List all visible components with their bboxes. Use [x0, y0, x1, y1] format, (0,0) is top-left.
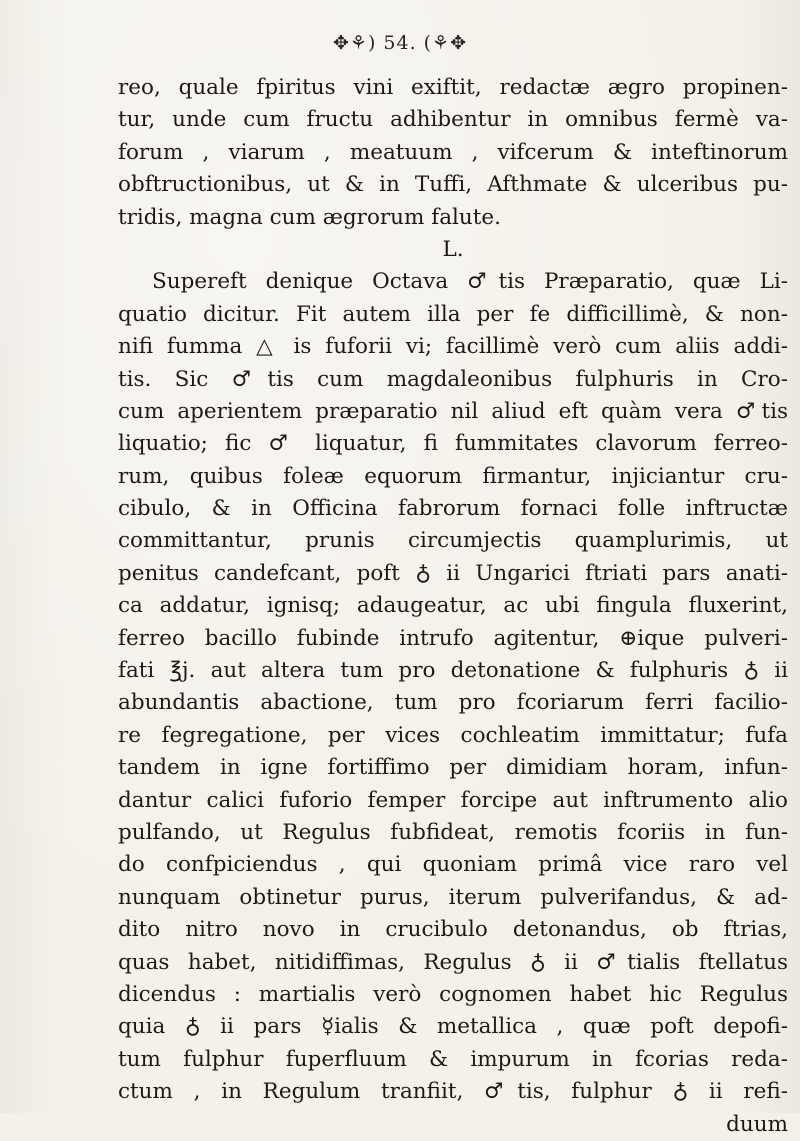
- text-line: abundantis abactione, tum pro fcoriarum ferri facilio-: [118, 690, 788, 716]
- text-line: cibulo, & in Officina fabrorum fornaci folle inftructæ: [118, 496, 788, 522]
- text-line: dicendus : martialis verò cognomen habet hic Regulus: [118, 981, 788, 1007]
- text-line: nunquam obtinetur purus, iterum pulverifandus, & ad-: [118, 884, 788, 910]
- text-line: committantur, prunis circumjectis quamplurimis, ut: [118, 528, 788, 554]
- text-line: ctum , in Regulum tranfiit, ♂tis, fulphur ♁ ii refi-: [118, 1079, 788, 1105]
- text-line: tridis, magna cum ægrorum falute.: [118, 204, 501, 230]
- text-line: tum fulphur fuperfluum & impurum in fcorias reda-: [118, 1046, 788, 1072]
- text-line: re fegregatione, per vices cochleatim immittatur; fufa: [118, 722, 788, 748]
- text-line: tur, unde cum fructu adhibentur in omnibus fermè va-: [118, 107, 788, 133]
- text-line: reo, quale fpiritus vini exiftit, redactæ ægro propinen-: [118, 75, 788, 100]
- section-letter: L.: [442, 236, 464, 262]
- text-line: do confpiciendus , qui quoniam primâ vice raro vel: [118, 852, 788, 878]
- text-line: ca addatur, ignisq; adaugeatur, ac ubi fingula fluxerint,: [118, 593, 788, 619]
- text-line: liquatio; fic ♂ liquatur, fi fummitates clavorum ferreo-: [118, 431, 788, 457]
- body-text: [118, 72, 788, 1141]
- text-line: tandem in igne fortiffimo per dimidiam horam, infun-: [118, 755, 788, 781]
- text-line: ferreo bacillo fubinde intrufo agitentur, ⊕ique pulveri-: [118, 625, 788, 651]
- text-line: cum aperientem præparatio nil aliud eft quàm vera ♂tis: [118, 398, 788, 424]
- text-line: pulfando, ut Regulus fubfideat, remotis fcoriis in fun-: [118, 819, 788, 845]
- text-line: quatio dicitur. Fit autem illa per fe difficillimè, & non-: [118, 301, 788, 327]
- catchword: duum: [726, 1111, 788, 1137]
- text-line: nifi fumma △ is fuforii vi; facillimè verò cum aliis addi-: [118, 334, 788, 360]
- text-line: rum, quibus foleæ equorum firmantur, injiciantur cru-: [118, 463, 788, 489]
- page-header: ✥⚘) 54. (⚘✥: [332, 32, 468, 54]
- text-line: obftructionibus, ut & in Tuffi, Afthmate & ulceribus pu-: [118, 172, 788, 198]
- text-line: tis. Sic ♂tis cum magdaleonibus fulphuris in Cro-: [118, 366, 788, 392]
- text-line: forum , viarum , meatuum , vifcerum & inteftinorum: [118, 139, 788, 165]
- text-line: Supereft denique Octava ♂tis Præparatio, quæ Li-: [152, 269, 788, 295]
- text-line: fati ℥j. aut altera tum pro detonatione & fulphuris ♁ ii: [118, 658, 788, 684]
- text-line: quia ♁ ii pars ☿ialis & metallica , quæ poft depofi-: [118, 1014, 788, 1040]
- text-line: dito nitro novo in crucibulo detonandus, ob ftrias,: [118, 917, 788, 943]
- text-line: quas habet, nitidiffimas, Regulus ♁ ii ♂tialis ftellatus: [118, 949, 788, 975]
- text-line: penitus candefcant, poft ♁ ii Ungarici ftriati pars anati-: [118, 560, 788, 586]
- text-line: dantur calici fuforio femper forcipe aut inftrumento alio: [118, 787, 788, 813]
